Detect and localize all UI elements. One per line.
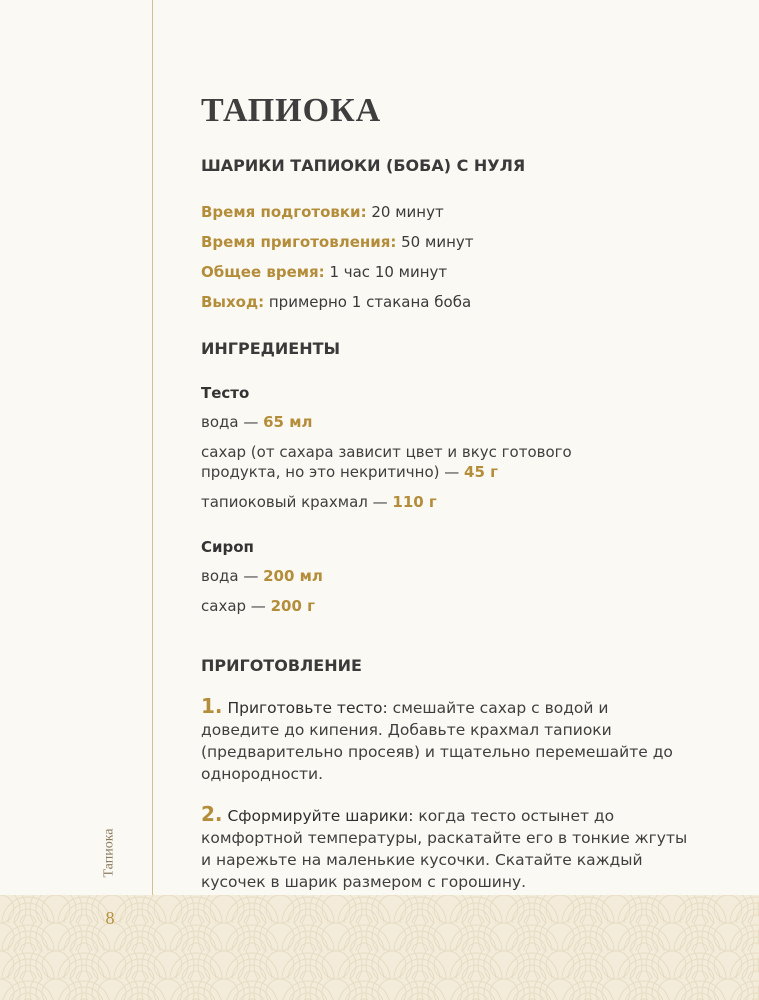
ingredient-item: сахар (от сахара зависит цвет и вкус готового продукта, но это некритично) — 45 г xyxy=(201,443,572,481)
ingredient-item: тапиоковый крахмал — 110 г xyxy=(201,493,437,511)
page-number: 8 xyxy=(105,908,115,928)
preparation-heading: ПРИГОТОВЛЕНИЕ xyxy=(201,656,362,675)
running-head xyxy=(96,818,124,888)
vertical-rule xyxy=(152,0,153,895)
ingredient-item: сахар — 200 г xyxy=(201,597,315,615)
recipe-content xyxy=(201,92,721,893)
meta-yield: Выход: примерно 1 стакана боба xyxy=(201,293,472,311)
recipe-meta xyxy=(201,197,721,317)
syrup-heading: Сироп xyxy=(201,538,254,556)
meta-cook-time: Время приготовления: 50 минут xyxy=(201,233,474,251)
meta-prep-time: Время подготовки: 20 минут xyxy=(201,203,444,221)
page-title: ТАПИОКА xyxy=(201,92,382,129)
ingredient-item: вода — 200 мл xyxy=(201,567,323,585)
preparation-step: 2. Сформируйте шарики: когда тесто остынет до комфортной температуры, раскатайте его в тонкие жгуты и нарежьте на маленькие кусочки. Скатайте каждый кусочек в шарик размером с горошину. xyxy=(201,802,688,891)
ingredients-heading: ИНГРЕДИЕНТЫ xyxy=(201,339,341,358)
ingredient-item: вода — 65 мл xyxy=(201,413,313,431)
preparation-step: 1. Приготовьте тесто: смешайте сахар с водой и доведите до кипения. Добавьте крахмал тапиоки (предварительно просеяв) и тщательно перемешайте до однородности. xyxy=(201,694,673,783)
recipe-subtitle: ШАРИКИ ТАПИОКИ (БОБА) С НУЛЯ xyxy=(201,156,526,175)
dough-heading: Тесто xyxy=(201,384,250,402)
meta-total-time: Общее время: 1 час 10 минут xyxy=(201,263,448,281)
running-head-text: Тапиока xyxy=(102,828,117,878)
